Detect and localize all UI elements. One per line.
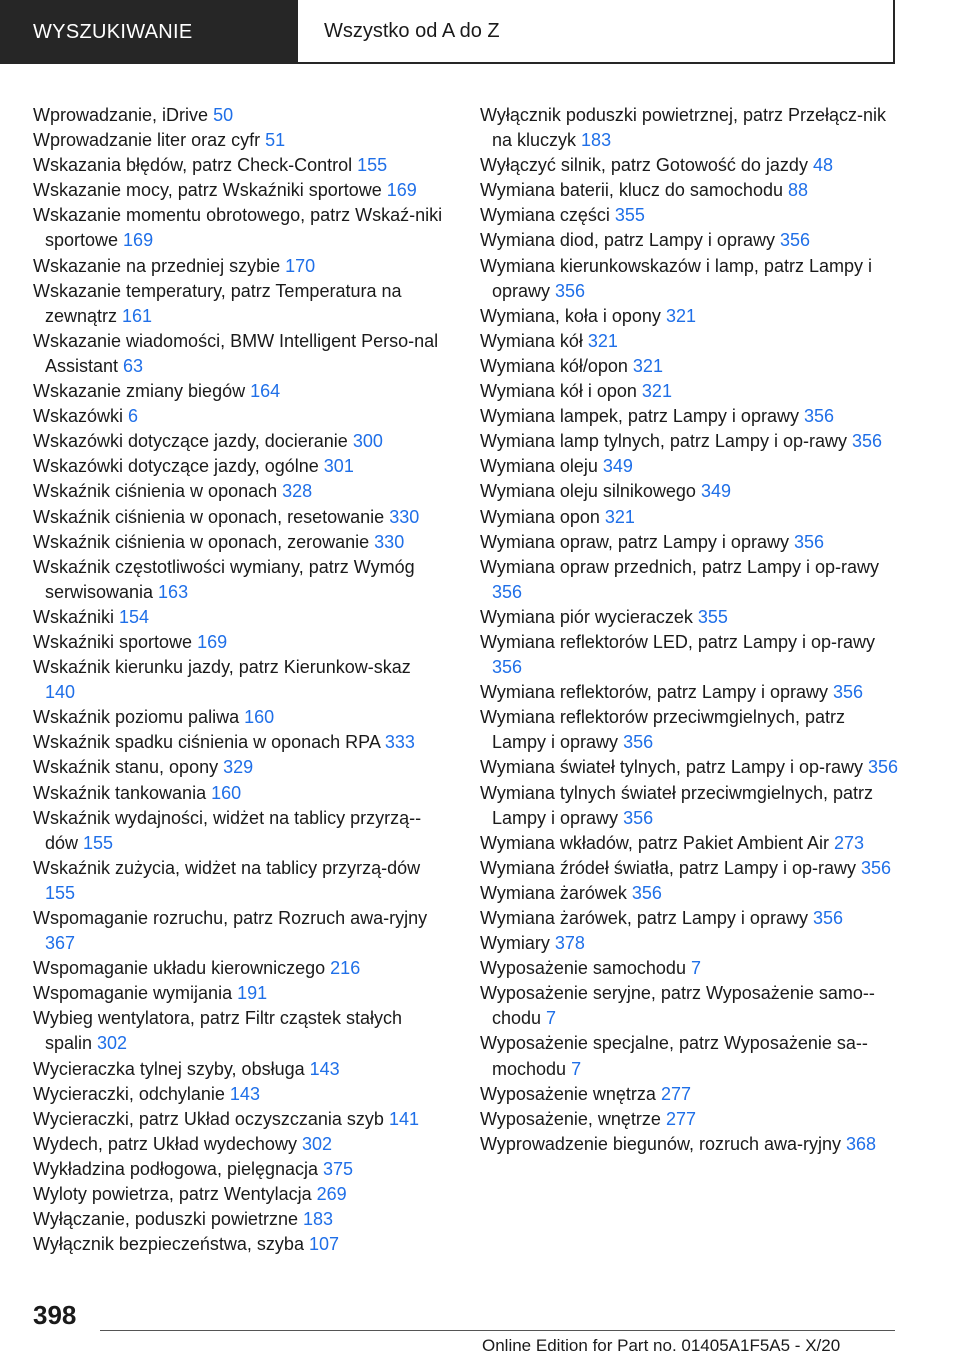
index-entry bbox=[33, 128, 443, 153]
index-entry bbox=[480, 555, 900, 605]
index-page-link[interactable]: 7 bbox=[571, 1058, 582, 1079]
index-entry bbox=[33, 178, 443, 203]
index-page-link[interactable]: 191 bbox=[237, 983, 268, 1004]
index-entry bbox=[33, 454, 443, 479]
index-page-link[interactable]: 141 bbox=[388, 1108, 419, 1129]
index-entry bbox=[480, 931, 900, 956]
index-page-link[interactable]: 277 bbox=[665, 1108, 696, 1129]
index-page-link[interactable]: 356 bbox=[623, 732, 654, 753]
index-entry bbox=[480, 680, 900, 705]
index-entry-text: Wymiana żarówek bbox=[480, 882, 632, 903]
index-page-link[interactable]: 143 bbox=[309, 1058, 340, 1079]
index-entry-text: Wskaźnik częstotliwości wymiany, patrz Wymóg serwisowania bbox=[33, 556, 415, 602]
index-column-left bbox=[33, 103, 443, 1257]
index-page-link[interactable]: 169 bbox=[386, 180, 417, 201]
index-page-link[interactable]: 355 bbox=[697, 606, 728, 627]
index-page-link[interactable]: 216 bbox=[330, 958, 361, 979]
index-entry bbox=[480, 479, 900, 504]
index-column-right bbox=[480, 103, 900, 1157]
index-page-link[interactable]: 355 bbox=[614, 205, 645, 226]
index-entry-text: Wymiana kół/opon bbox=[480, 355, 633, 376]
index-entry-text: Wskazówki dotyczące jazdy, docieranie bbox=[33, 431, 353, 452]
index-page-link[interactable]: 321 bbox=[587, 330, 618, 351]
index-page-link[interactable]: 301 bbox=[323, 456, 354, 477]
index-entry bbox=[480, 329, 900, 354]
index-entry bbox=[480, 178, 900, 203]
index-page-link[interactable]: 356 bbox=[779, 230, 811, 251]
index-page-link[interactable]: 356 bbox=[812, 908, 844, 928]
index-entry-text: Wskaźnik zużycia, widżet na tablicy przyrzą-dów bbox=[33, 857, 421, 878]
index-entry-text: Wykładzina podłogowa, pielęgnacja bbox=[33, 1158, 324, 1179]
index-entry-text: Wymiana części bbox=[480, 205, 615, 226]
index-entry bbox=[33, 705, 443, 730]
index-entry bbox=[33, 530, 443, 555]
index-entry-text: Wyłączyć silnik, patrz Gotowość do jazdy bbox=[480, 155, 813, 176]
index-page-link[interactable]: 333 bbox=[384, 732, 415, 753]
index-entry bbox=[480, 755, 900, 780]
index-page-link[interactable]: 155 bbox=[45, 882, 76, 903]
index-page-link[interactable]: 183 bbox=[581, 130, 612, 151]
index-page-link[interactable]: 7 bbox=[546, 1008, 557, 1029]
index-entry bbox=[33, 655, 443, 705]
index-entry-text: Wskazania błędów, patrz Check-Control bbox=[33, 155, 358, 176]
index-entry bbox=[33, 479, 443, 504]
index-entry bbox=[480, 454, 900, 479]
page-number: 398 bbox=[33, 1300, 77, 1330]
index-page-link[interactable]: 321 bbox=[604, 506, 635, 527]
index-entry-text: Wymiana reflektorów przeciwmgielnych, patrz Lampy i oprawy bbox=[480, 707, 845, 753]
index-entry-text: Wymiana lampek, patrz Lampy i oprawy bbox=[480, 406, 804, 427]
index-entry bbox=[480, 956, 900, 981]
index-page-link[interactable]: 154 bbox=[119, 606, 150, 627]
index-entry bbox=[33, 103, 443, 128]
index-entry-text: Wskaźnik ciśnienia w oponach, zerowanie bbox=[33, 531, 375, 552]
index-entry-text: Wymiana żarówek, patrz Lampy i oprawy bbox=[480, 908, 813, 928]
index-entry-text: Wskazanie temperatury, patrz Temperatura na zewnątrz bbox=[33, 280, 402, 326]
index-entry-text: Wskaźnik stanu, opony bbox=[33, 757, 224, 778]
index-entry bbox=[480, 254, 900, 304]
index-entry-text: Wskaźnik ciśnienia w oponach bbox=[33, 481, 283, 502]
index-page-link[interactable]: 300 bbox=[352, 431, 383, 452]
index-entry-text: Wymiary bbox=[480, 933, 555, 954]
index-entry bbox=[480, 1031, 900, 1081]
index-entry-text: Wyposażenie samochodu bbox=[480, 958, 691, 979]
index-entry bbox=[480, 379, 900, 404]
index-entry bbox=[480, 856, 900, 881]
footer-divider bbox=[100, 1330, 895, 1331]
index-page-link[interactable]: 277 bbox=[660, 1083, 691, 1104]
header-divider bbox=[298, 62, 311, 64]
index-entry-text: Wprowadzanie, iDrive bbox=[33, 105, 214, 125]
index-page-link[interactable]: 163 bbox=[158, 581, 189, 602]
index-entry-text: Wymiana baterii, klucz do samochodu bbox=[480, 180, 788, 201]
index-page-link[interactable]: 378 bbox=[554, 933, 585, 954]
index-page-link[interactable]: 51 bbox=[265, 130, 286, 151]
index-page-link[interactable]: 164 bbox=[250, 381, 281, 402]
index-entry bbox=[33, 329, 443, 379]
index-entry bbox=[33, 379, 443, 404]
index-entry-text: Wskaźniki sportowe bbox=[33, 631, 198, 652]
index-entry bbox=[33, 906, 443, 956]
index-entry-text: Wskazanie momentu obrotowego, patrz Wskaź-niki sportowe bbox=[33, 205, 443, 251]
index-entry bbox=[33, 730, 443, 755]
index-entry-text: Wymiana kierunkowskazów i lamp, patrz Lampy i oprawy bbox=[480, 255, 872, 301]
index-entry bbox=[33, 981, 443, 1006]
index-entry-text: Wymiana kół bbox=[480, 330, 588, 351]
index-page-link[interactable]: 160 bbox=[211, 782, 242, 803]
index-page-link[interactable]: 169 bbox=[197, 631, 228, 652]
index-entry-text: Wyprowadzenie biegunów, rozruch awa-ryjny bbox=[480, 1133, 847, 1154]
index-entry bbox=[33, 279, 443, 329]
index-entry bbox=[33, 1207, 443, 1232]
index-page-link[interactable]: 356 bbox=[623, 807, 654, 828]
index-entry bbox=[33, 1132, 443, 1157]
index-entry bbox=[480, 705, 900, 755]
index-page-link[interactable]: 140 bbox=[45, 682, 76, 703]
index-page-link[interactable]: 368 bbox=[846, 1133, 877, 1154]
index-entry-text: Wyposażenie wnętrza bbox=[480, 1083, 661, 1104]
chapter-tab-label: Wszystko od A do Z bbox=[324, 19, 500, 42]
index-entry-text: Wymiana diod, patrz Lampy i oprawy bbox=[480, 230, 780, 251]
index-entry bbox=[33, 404, 443, 429]
index-page-link[interactable]: 356 bbox=[631, 882, 662, 903]
index-entry-text: Wskaźnik poziomu paliwa bbox=[33, 707, 245, 728]
index-entry-text: Wskaźnik wydajności, widżet na tablicy przyrzą-dów bbox=[33, 807, 422, 853]
index-page-link[interactable]: 329 bbox=[223, 757, 254, 778]
index-entry bbox=[33, 605, 443, 630]
index-entry-text: Wymiana opon bbox=[480, 506, 605, 527]
index-page-link[interactable]: 367 bbox=[45, 933, 76, 954]
index-entry-text: Wyloty powietrza, patrz Wentylacja bbox=[33, 1184, 317, 1205]
index-page-link[interactable]: 356 bbox=[555, 280, 586, 301]
index-page-link[interactable]: 321 bbox=[665, 305, 696, 326]
index-entry-text: Wymiana lamp tylnych, patrz Lampy i op-rawy bbox=[480, 431, 852, 452]
index-entry-text: Wymiana, koła i opony bbox=[480, 305, 666, 326]
index-entry bbox=[33, 806, 443, 856]
index-page-link[interactable]: 375 bbox=[323, 1158, 354, 1179]
index-entry-text: Wycieraczka tylnej szyby, obsługa bbox=[33, 1058, 310, 1079]
index-entry bbox=[480, 404, 900, 429]
section-tab-label: WYSZUKIWANIE bbox=[33, 20, 193, 43]
index-entry bbox=[480, 103, 900, 153]
page-header bbox=[0, 0, 960, 66]
index-entry-text: Wyposażenie seryjne, patrz Wyposażenie samo-chodu bbox=[480, 983, 875, 1029]
index-page-link[interactable]: 321 bbox=[632, 355, 663, 376]
index-entry-text: Wskaźnik spadku ciśnienia w oponach RPA bbox=[33, 732, 385, 753]
index-page-link[interactable]: 356 bbox=[851, 431, 883, 452]
index-entry-text: Wskaźnik ciśnienia w oponach, resetowanie bbox=[33, 506, 390, 527]
index-page-link[interactable]: 356 bbox=[793, 531, 825, 552]
index-entry bbox=[33, 203, 443, 253]
index-entry bbox=[33, 1182, 443, 1207]
index-entry-text: Wymiana piór wycieraczek bbox=[480, 606, 698, 627]
index-entry-text: Wycieraczki, odchylanie bbox=[33, 1083, 230, 1104]
index-entry-text: Wskaźnik tankowania bbox=[33, 782, 212, 803]
index-page-link[interactable]: 356 bbox=[832, 682, 864, 703]
section-tab[interactable] bbox=[0, 0, 298, 64]
index-entry bbox=[33, 755, 443, 780]
index-entry-text: Wskaźniki bbox=[33, 606, 120, 627]
index-entry-text: Wskazanie mocy, patrz Wskaźniki sportowe bbox=[33, 180, 387, 201]
index-entry bbox=[33, 1107, 443, 1132]
index-entry-text: Wymiana opraw przednich, patrz Lampy i op-rawy bbox=[480, 556, 879, 577]
index-entry-text: Wspomaganie wymijania bbox=[33, 983, 238, 1004]
index-entry-text: Wymiana opraw, patrz Lampy i oprawy bbox=[480, 531, 794, 552]
index-entry bbox=[33, 555, 443, 605]
index-entry bbox=[480, 429, 900, 454]
index-page-link[interactable]: 356 bbox=[492, 657, 523, 678]
index-entry-text: Wymiana świateł tylnych, patrz Lampy i op-rawy bbox=[480, 757, 868, 778]
index-page-link[interactable]: 321 bbox=[641, 381, 672, 402]
edition-text: Online Edition for Part no. 01405A1F5A5 - X/20 bbox=[482, 1336, 841, 1355]
index-entry bbox=[33, 1006, 443, 1056]
index-entry bbox=[480, 228, 900, 253]
index-entry bbox=[33, 153, 443, 178]
index-entry-text: Wydech, patrz Układ wydechowy bbox=[33, 1133, 302, 1154]
index-entry bbox=[480, 530, 900, 555]
index-page-link[interactable]: 349 bbox=[602, 456, 633, 477]
index-page-link[interactable]: 155 bbox=[83, 832, 114, 853]
index-entry bbox=[480, 881, 900, 906]
index-entry bbox=[33, 1232, 443, 1257]
index-entry-text: Wspomaganie rozruchu, patrz Rozruch awa-ryjny bbox=[33, 908, 428, 928]
index-page-link[interactable]: 63 bbox=[123, 355, 144, 376]
index-page-link[interactable]: 50 bbox=[213, 105, 234, 125]
index-entry-text: Wymiana źródeł światła, patrz Lampy i op-rawy bbox=[480, 857, 861, 878]
index-page-link[interactable]: 88 bbox=[787, 180, 809, 201]
index-page-link[interactable]: 170 bbox=[285, 255, 316, 276]
index-entry-text: Wskazanie wiadomości, BMW Intelligent Perso-nal Assistant bbox=[33, 330, 439, 376]
index-page-link[interactable]: 143 bbox=[229, 1083, 260, 1104]
index-entry-text: Wskazanie na przedniej szybie bbox=[33, 255, 286, 276]
index-page-link[interactable]: 183 bbox=[302, 1209, 334, 1230]
index-entry bbox=[480, 781, 900, 831]
index-page-link[interactable]: 273 bbox=[834, 832, 865, 853]
index-page-link[interactable]: 330 bbox=[389, 506, 420, 527]
index-entry bbox=[33, 254, 443, 279]
index-entry bbox=[480, 304, 900, 329]
index-page-link[interactable]: 330 bbox=[374, 531, 405, 552]
index-entry bbox=[33, 856, 443, 906]
index-entry bbox=[33, 1157, 443, 1182]
index-page-link[interactable]: 155 bbox=[357, 155, 388, 176]
index-entry-text: Wybieg wentylatora, patrz Filtr cząstek stałych spalin bbox=[33, 1008, 402, 1054]
index-entry bbox=[480, 153, 900, 178]
index-entry bbox=[480, 831, 900, 856]
index-entry-text: Wskazówki dotyczące jazdy, ogólne bbox=[33, 456, 324, 477]
index-page-link[interactable]: 7 bbox=[690, 958, 701, 979]
index-page-link[interactable]: 328 bbox=[282, 481, 313, 502]
index-page-link[interactable]: 48 bbox=[812, 155, 833, 176]
index-page-link[interactable]: 356 bbox=[867, 757, 899, 778]
index-page-link[interactable]: 302 bbox=[301, 1133, 332, 1154]
index-entry-text: Wycieraczki, patrz Układ oczyszczania szyb bbox=[33, 1108, 389, 1129]
index-entry bbox=[33, 429, 443, 454]
index-entry-text: Wymiana tylnych świateł przeciwmgielnych, patrz Lampy i oprawy bbox=[480, 782, 873, 828]
index-page-link[interactable]: 356 bbox=[860, 857, 892, 878]
index-entry-text: Wyposażenie specjalne, patrz Wyposażenie sa-mochodu bbox=[480, 1033, 868, 1079]
index-entry-text: Wspomaganie układu kierowniczego bbox=[33, 958, 331, 979]
index-entry bbox=[480, 981, 900, 1031]
index-entry-text: Wymiana reflektorów LED, patrz Lampy i op-rawy bbox=[480, 631, 875, 652]
index-entry-text: Wskazanie zmiany biegów bbox=[33, 381, 251, 402]
index-entry bbox=[480, 354, 900, 379]
index-page-link[interactable]: 302 bbox=[97, 1033, 128, 1054]
index-entry-text: Wyłączanie, poduszki powietrzne bbox=[33, 1209, 303, 1230]
index-entry bbox=[33, 1057, 443, 1082]
index-page-link[interactable]: 356 bbox=[803, 406, 835, 427]
index-entry bbox=[480, 505, 900, 530]
index-entry bbox=[33, 956, 443, 981]
index-entry-text: Wymiana kół i opon bbox=[480, 381, 642, 402]
index-entry bbox=[480, 203, 900, 228]
index-entry-text: Wyposażenie, wnętrze bbox=[480, 1108, 666, 1129]
index-page-link[interactable]: 269 bbox=[316, 1184, 347, 1205]
index-entry bbox=[480, 1107, 900, 1132]
index-page-link[interactable]: 6 bbox=[128, 406, 139, 427]
chapter-tab[interactable] bbox=[311, 0, 895, 64]
index-entry-text: Wymiana oleju bbox=[480, 456, 603, 477]
index-entry-text: Wyłącznik poduszki powietrznej, patrz Przełącz-nik na kluczyk bbox=[480, 105, 886, 151]
index-entry-text: Wskaźnik kierunku jazdy, patrz Kierunkow-skaz bbox=[33, 657, 411, 678]
index-entry bbox=[33, 1082, 443, 1107]
index-entry bbox=[33, 781, 443, 806]
index-entry-text: Wskazówki bbox=[33, 406, 129, 427]
index-entry bbox=[480, 630, 900, 680]
index-entry bbox=[480, 1132, 900, 1157]
index-page-link[interactable]: 356 bbox=[492, 581, 523, 602]
index-page-link[interactable]: 349 bbox=[700, 481, 731, 502]
index-entry-text: Wymiana reflektorów, patrz Lampy i oprawy bbox=[480, 682, 833, 703]
index-entry bbox=[33, 630, 443, 655]
index-entry bbox=[33, 505, 443, 530]
index-page-link[interactable]: 107 bbox=[308, 1234, 339, 1255]
index-entry bbox=[480, 1082, 900, 1107]
index-page-link[interactable]: 161 bbox=[122, 305, 153, 326]
index-entry-text: Wyłącznik bezpieczeństwa, szyba bbox=[33, 1234, 309, 1255]
index-entry-text: Wprowadzanie liter oraz cyfr bbox=[33, 130, 266, 151]
index-entry-text: Wymiana wkładów, patrz Pakiet Ambient Air bbox=[480, 832, 834, 853]
index-page-link[interactable]: 160 bbox=[244, 707, 275, 728]
index-page-link[interactable]: 169 bbox=[123, 230, 154, 251]
index-entry bbox=[480, 906, 900, 931]
index-entry-text: Wymiana oleju silnikowego bbox=[480, 481, 701, 502]
index-entry bbox=[480, 605, 900, 630]
